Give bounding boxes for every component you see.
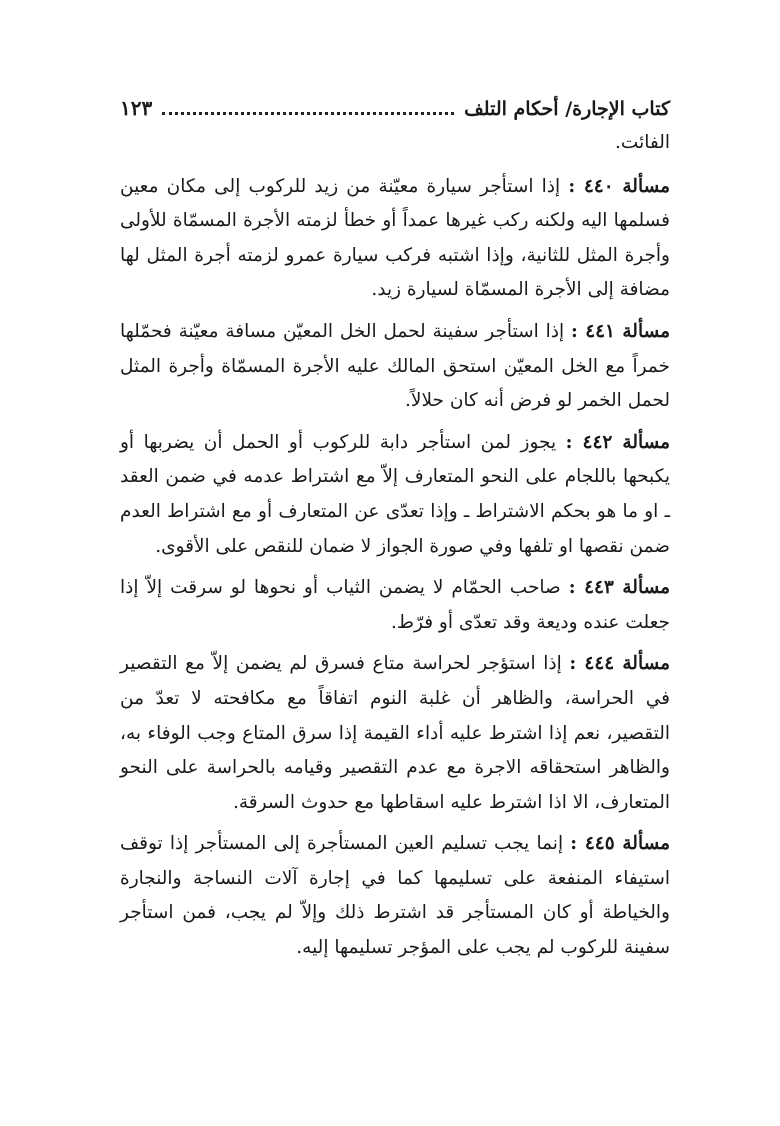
masala-442 (120, 426, 670, 564)
page-body (120, 126, 670, 966)
masala-label: مسألة ٤٤١ : (570, 320, 670, 342)
masala-text: إذا استؤجر لحراسة متاع فسرق لم يضمن إلاّ مع التقصير في الحراسة، والظاهر أن غلبة النوم اتفاقاً مع مكافحته لا تعدّ من التقصير، نعم إذا اشترط عليه أداء القيمة إذا سرق المتاع وجب الوفاء به، والظاهر استحقاقه الاجرة مع عدم التقصير وقيامه بالحراسة على النحو المتعارف، الا اذا اشترط عليه اسقاطها مع حدوث السرقة. (120, 653, 670, 813)
masala-text: صاحب الحمّام لا يضمن الثياب أو نحوها لو سرقت إلاّ إذا جعلت عنده وديعة وقد تعدّى أو فرّط. (120, 577, 670, 633)
masala-445 (120, 827, 670, 965)
dotted-leader (162, 111, 454, 115)
masala-text: إذا استأجر سيارة معيّنة من زيد للركوب إلى مكان معين فسلمها اليه ولكنه ركب غيرها عمداً أو خطأ لزمته الأجرة المسمّاة للأولى وأجرة المثل للثانية، وإذا اشتبه فركب سيارة عمرو لزمته أجرة المثل لها مضافة إلى الأجرة المسمّاة لسيارة زيد. (120, 175, 670, 301)
masala-440 (120, 170, 670, 308)
continuation-text: الفائت. (615, 132, 670, 153)
masala-label: مسألة ٤٤٥ : (570, 833, 670, 855)
masala-443 (120, 571, 670, 640)
masala-text: إذا استأجر سفينة لحمل الخل المعيّن مسافة معيّنة فحمّلها خمراً مع الخل المعيّن استحق المالك عليه الأجرة المسمّاة وأجرة المثل لحمل الخمر لو فرض أنه كان حلالاً. (120, 320, 670, 412)
masala-text: يجوز لمن استأجر دابة للركوب أو الحمل أن يضربها أو يكبحها باللجام على النحو المتعارف إلاّ مع اشتراط عدمه في ضمن العقد ـ او ما هو بحكم الاشتراط ـ وإذا تعدّى عن المتعارف أو مع اشتراط العدم ضمن نقصها او تلفها وفي صورة الجواز لا ضمان للنقص على الأقوى. (120, 431, 670, 557)
masala-444 (120, 647, 670, 820)
masala-label: مسألة ٤٤٣ : (568, 577, 670, 599)
masala-label: مسألة ٤٤٠ : (568, 175, 670, 197)
masala-text: إنما يجب تسليم العين المستأجرة إلى المستأجر إذا توقف استيفاء المنفعة على تسليمها كما في إجارة آلات النساجة والنجارة والخياطة أو كان المستأجر قد اشترط ذلك وإلاّ لم يجب، فمن استأجر سفينة للركوب لم يجب على المؤجر تسليمها إليه. (120, 833, 670, 959)
running-header (120, 92, 670, 126)
masala-label: مسألة ٤٤٤ : (569, 653, 670, 675)
page-number: ١٢٣ (120, 96, 153, 120)
masala-441 (120, 315, 670, 419)
chapter-title: كتاب الإجارة/ أحكام التلف (464, 98, 670, 120)
masala-label: مسألة ٤٤٢ : (565, 431, 671, 453)
